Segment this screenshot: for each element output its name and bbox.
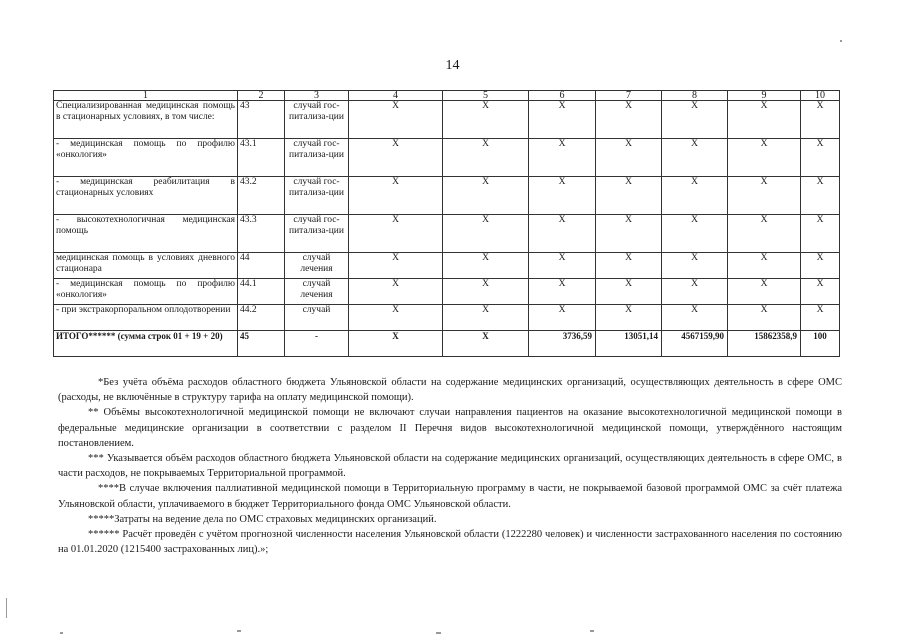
cell-value: Х bbox=[801, 305, 840, 331]
row-code: 44.2 bbox=[238, 305, 285, 331]
cell-value: Х bbox=[728, 101, 801, 139]
cell-value: Х bbox=[529, 253, 596, 279]
cell-value: Х bbox=[662, 305, 728, 331]
row-name: - медицинская помощь по профилю «онкология» bbox=[54, 279, 238, 305]
table-row bbox=[54, 253, 840, 279]
cell-value: Х bbox=[349, 177, 443, 215]
column-header: 6 bbox=[529, 91, 596, 101]
table-row bbox=[54, 215, 840, 253]
row-unit: случай bbox=[285, 305, 349, 331]
scan-speck bbox=[436, 632, 441, 634]
column-header: 5 bbox=[443, 91, 529, 101]
table-total-row bbox=[54, 331, 840, 357]
scan-speck bbox=[60, 632, 63, 634]
cell-value: Х bbox=[801, 215, 840, 253]
cell-value: Х bbox=[596, 139, 662, 177]
total-value: 3736,59 bbox=[529, 331, 596, 357]
row-name: медицинская помощь в условиях дневного стационара bbox=[54, 253, 238, 279]
row-code: 44 bbox=[238, 253, 285, 279]
cell-value: Х bbox=[529, 139, 596, 177]
cell-value: Х bbox=[596, 215, 662, 253]
cell-value: Х bbox=[801, 279, 840, 305]
column-header: 2 bbox=[238, 91, 285, 101]
cell-value: Х bbox=[728, 215, 801, 253]
cell-value: Х bbox=[801, 177, 840, 215]
cell-value: Х bbox=[596, 101, 662, 139]
total-value: 13051,14 bbox=[596, 331, 662, 357]
cell-value: Х bbox=[728, 279, 801, 305]
column-header: 8 bbox=[662, 91, 728, 101]
row-code: 44.1 bbox=[238, 279, 285, 305]
cell-value: Х bbox=[443, 177, 529, 215]
cell-value: Х bbox=[596, 253, 662, 279]
total-value: 100 bbox=[801, 331, 840, 357]
table-row bbox=[54, 177, 840, 215]
cell-value: Х bbox=[443, 279, 529, 305]
row-code: 43.3 bbox=[238, 215, 285, 253]
cell-value: Х bbox=[443, 101, 529, 139]
cell-value: Х bbox=[529, 215, 596, 253]
cell-value: Х bbox=[349, 101, 443, 139]
footnote: *****Затраты на ведение дела по ОМС страховых медицинских организаций. bbox=[88, 513, 437, 525]
footnote: ** Объёмы высокотехнологичной медицинской помощи не включают случаи направления пациентов на оказание высокотехнологичной медицинской помощи в федеральные медицинские организации в соответствии с разделом II Перечня видов высокотехнологичной медицинской помощи, утверждённого настоящим постановлением. bbox=[58, 407, 842, 449]
row-code: 43 bbox=[238, 101, 285, 139]
table-row bbox=[54, 305, 840, 331]
total-unit: - bbox=[285, 331, 349, 357]
footnotes bbox=[58, 375, 842, 557]
cell-value: Х bbox=[662, 177, 728, 215]
row-name: - медицинская реабилитация в стационарных условиях bbox=[54, 177, 238, 215]
cell-value: Х bbox=[529, 305, 596, 331]
row-name: - медицинская помощь по профилю «онкология» bbox=[54, 139, 238, 177]
cell-value: Х bbox=[662, 101, 728, 139]
row-name: - высокотехнологичная медицинская помощь bbox=[54, 215, 238, 253]
total-value: 4567159,90 bbox=[662, 331, 728, 357]
cell-value: Х bbox=[349, 215, 443, 253]
row-unit: случай гос-питализа-ции bbox=[285, 139, 349, 177]
row-name: Специализированная медицинская помощь в стационарных условиях, в том числе: bbox=[54, 101, 238, 139]
column-header: 4 bbox=[349, 91, 443, 101]
row-unit: случай гос-питализа-ции bbox=[285, 101, 349, 139]
table-header-row bbox=[54, 91, 840, 101]
cell-value: Х bbox=[443, 215, 529, 253]
row-unit: случай лечения bbox=[285, 253, 349, 279]
cell-value: Х bbox=[443, 253, 529, 279]
scan-speck bbox=[6, 598, 7, 618]
column-header: 10 bbox=[801, 91, 840, 101]
cell-value: Х bbox=[349, 305, 443, 331]
total-value: Х bbox=[443, 331, 529, 357]
column-header: 3 bbox=[285, 91, 349, 101]
footnote: *** Указывается объём расходов областного бюджета Ульяновской области на содержание медицинских организаций, осуществляющих деятельность в сфере ОМС, в части расходов, не покрываемых Территориальной программой. bbox=[58, 453, 842, 480]
total-value: Х bbox=[349, 331, 443, 357]
row-code: 43.2 bbox=[238, 177, 285, 215]
cell-value: Х bbox=[349, 279, 443, 305]
cell-value: Х bbox=[443, 139, 529, 177]
cell-value: Х bbox=[662, 279, 728, 305]
page-number: 14 bbox=[445, 58, 460, 73]
cell-value: Х bbox=[596, 177, 662, 215]
table-row bbox=[54, 279, 840, 305]
row-code: 43.1 bbox=[238, 139, 285, 177]
scan-speck bbox=[237, 630, 241, 632]
table-row bbox=[54, 101, 840, 139]
cell-value: Х bbox=[443, 305, 529, 331]
cell-value: Х bbox=[728, 305, 801, 331]
cell-value: Х bbox=[728, 253, 801, 279]
cell-value: Х bbox=[529, 279, 596, 305]
cell-value: Х bbox=[349, 253, 443, 279]
cell-value: Х bbox=[662, 253, 728, 279]
total-code: 45 bbox=[238, 331, 285, 357]
cell-value: Х bbox=[801, 139, 840, 177]
row-unit: случай гос-питализа-ции bbox=[285, 177, 349, 215]
footnote: ****** Расчёт проведён с учётом прогнозной численности населения Ульяновской области (1222280 человек) и численности застрахованного населения по состоянию на 01.01.2020 (1215400 застрахованных лиц).»; bbox=[58, 529, 842, 556]
scan-speck bbox=[590, 630, 594, 632]
total-value: 15862358,9 bbox=[728, 331, 801, 357]
cell-value: Х bbox=[728, 139, 801, 177]
cell-value: Х bbox=[801, 101, 840, 139]
cell-value: Х bbox=[801, 253, 840, 279]
row-name: - при экстракорпоральном оплодотворении bbox=[54, 305, 238, 331]
column-header: 7 bbox=[596, 91, 662, 101]
scan-speck bbox=[840, 40, 842, 42]
cell-value: Х bbox=[596, 305, 662, 331]
cell-value: Х bbox=[529, 101, 596, 139]
cell-value: Х bbox=[662, 215, 728, 253]
row-unit: случай гос-питализа-ции bbox=[285, 215, 349, 253]
data-table bbox=[53, 90, 840, 357]
cell-value: Х bbox=[728, 177, 801, 215]
total-name: ИТОГО****** (сумма строк 01 + 19 + 20) bbox=[54, 331, 238, 357]
cell-value: Х bbox=[529, 177, 596, 215]
table-row bbox=[54, 139, 840, 177]
footnote: *Без учёта объёма расходов областного бюджета Ульяновской области на содержание медицинских организаций, осуществляющих деятельность в сфере ОМС (расходы, не включённые в структуру тарифа на оплату медицинской помощи). bbox=[58, 377, 842, 404]
footnote: ****В случае включения паллиативной медицинской помощи в Территориальную программу в части, не покрываемой базовой программой ОМС за счёт платежа Ульяновской области, уплачиваемого в бюджет Территориального фонда ОМС Ульяновской области. bbox=[58, 483, 842, 510]
column-header: 1 bbox=[54, 91, 238, 101]
column-header: 9 bbox=[728, 91, 801, 101]
cell-value: Х bbox=[662, 139, 728, 177]
cell-value: Х bbox=[596, 279, 662, 305]
row-unit: случай лечения bbox=[285, 279, 349, 305]
cell-value: Х bbox=[349, 139, 443, 177]
